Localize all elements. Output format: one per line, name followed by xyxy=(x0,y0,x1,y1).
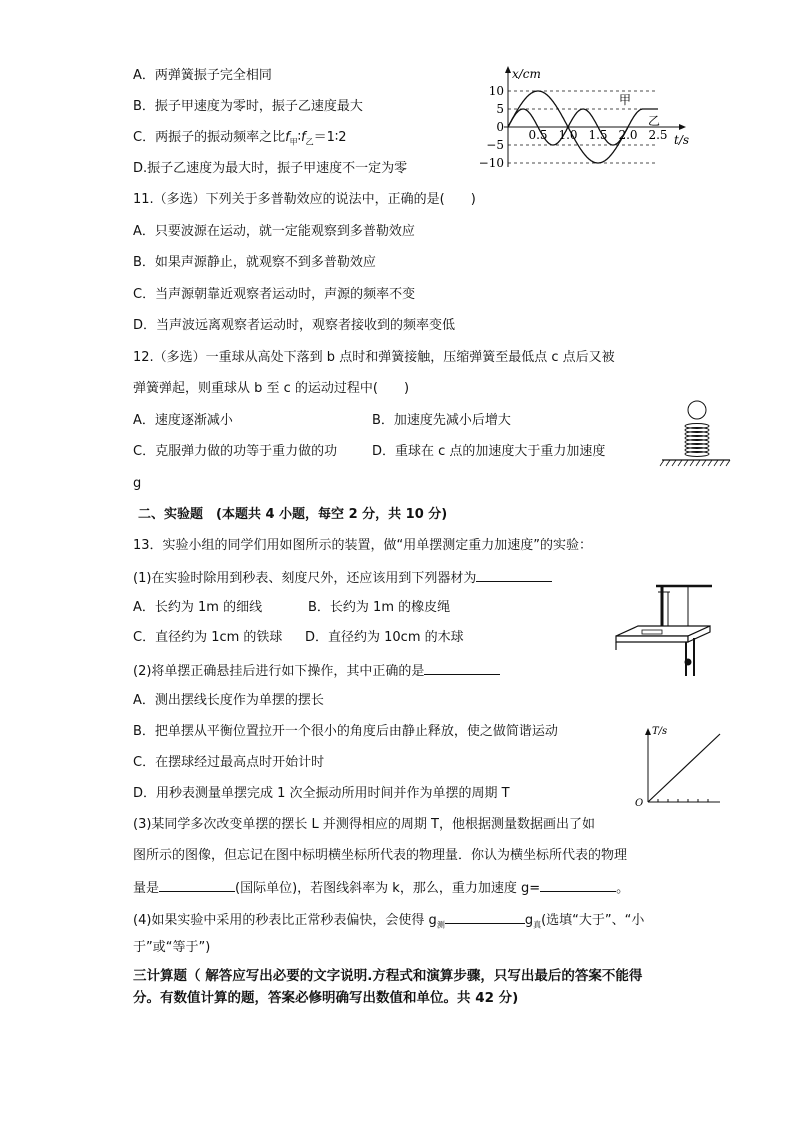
q10-option-c xyxy=(133,130,347,151)
q12-option-a: A．速度逐渐减小 xyxy=(133,413,233,428)
pendulum-apparatus-figure xyxy=(608,578,718,682)
graph2-y-arrow xyxy=(645,728,651,735)
graph1-ytick-0: 0 xyxy=(496,120,504,134)
q10-f-symbol-2: f xyxy=(301,130,306,145)
graph1-xtick-0-5: 0.5 xyxy=(528,128,548,142)
section2-heading: 二、实验题 (本题共 4 小题，每空 2 分，共 10 分) xyxy=(138,507,448,522)
q13-part4-text-c: (选填“大于”、“小 xyxy=(541,913,645,928)
q11-option-c: C．当声源朝靠近观察者运动时，声源的频率不变 xyxy=(133,287,416,302)
graph1-y-label: x/cm xyxy=(512,67,541,81)
q13-part4-answer-blank[interactable] xyxy=(445,911,525,924)
q13-part4-text-a: (4)如果实验中采用的秒表比正常秒表偏快，会使得 g xyxy=(133,913,437,928)
q10-option-a: A．两弹簧振子完全相同 xyxy=(133,68,272,83)
graph1-label-yi: 乙 xyxy=(648,114,661,128)
q13-part4-line1 xyxy=(133,911,644,934)
q13-part4-sub-true: 真 xyxy=(533,920,542,930)
graph1-label-jia: 甲 xyxy=(619,93,632,107)
q13-part1-option-b: B．长约为 1m 的橡皮绳 xyxy=(308,600,451,615)
q13-part2-option-b: B．把单摆从平衡位置拉开一个很小的角度后由静止释放，使之做简谐运动 xyxy=(133,724,558,739)
q13-part2-option-d: D．用秒表测量单摆完成 1 次全振动所用时间并作为单摆的周期 T xyxy=(133,786,510,801)
q13-part2-option-c: C．在摆球经过最高点时开始计时 xyxy=(133,755,325,770)
ball-icon xyxy=(688,401,706,419)
graph2-origin-label: O xyxy=(635,798,644,808)
graph1-y-arrow xyxy=(505,66,511,73)
q13-part2-answer-blank[interactable] xyxy=(424,662,500,675)
q10-option-d: D.振子乙速度为最大时，振子甲速度不一定为零 xyxy=(133,161,408,176)
graph1-ytick-neg10: −10 xyxy=(478,156,504,170)
graph1-xtick-1-5: 1.5 xyxy=(588,128,608,142)
q12-option-d-continued: g xyxy=(133,476,142,491)
q10-sub-yi: 乙 xyxy=(305,137,314,147)
graph1-xtick-2-0: 2.0 xyxy=(618,128,638,142)
q12-stem-line1: 12.（多选）一重球从高处下落到 b 点时和弹簧接触，压缩弹簧至最低点 c 点后又被 xyxy=(133,350,615,365)
q13-part4-text-g: g xyxy=(524,913,534,928)
q10-f-symbol: f xyxy=(285,130,290,145)
q11-stem: 11.（多选）下列关于多普勒效应的说法中，正确的是( ) xyxy=(133,192,476,207)
spring-icon xyxy=(685,424,709,457)
q10-option-c-text: C．两振子的振动频率之比 xyxy=(133,130,286,145)
q13-part4-sub-measured: 测 xyxy=(436,920,445,930)
q11-option-a: A．只要波源在运动，就一定能观察到多普勒效应 xyxy=(133,224,415,239)
graph2-y-label: T/s xyxy=(652,726,668,737)
graph1-x-label: t/s xyxy=(674,133,690,147)
graph1-ytick-10: 10 xyxy=(488,84,504,98)
q13-part3-line3 xyxy=(133,879,629,897)
q13-part4-line2: 于”或“等于”) xyxy=(133,940,211,955)
graph1-xtick-1-0: 1.0 xyxy=(558,128,578,142)
q12-option-d: D．重球在 c 点的加速度大于重力加速度 xyxy=(372,444,606,459)
spring-ball-figure xyxy=(658,398,734,470)
q13-part2 xyxy=(133,662,500,680)
q12-option-b: B．加速度先减小后增大 xyxy=(372,413,511,428)
graph1-xtick-2-5: 2.5 xyxy=(648,128,668,142)
q13-part2-option-a: A．测出摆线长度作为单摆的摆长 xyxy=(133,693,324,708)
oscillation-graph xyxy=(478,62,700,172)
section3-heading-line1: 三计算题（ 解答应写出必要的文字说明.方程式和演算步骤，只写出最后的答案不能得 xyxy=(133,968,643,984)
q13-part1-answer-blank[interactable] xyxy=(476,569,552,582)
q13-part3-quantity-blank[interactable] xyxy=(159,879,235,892)
graph1-ytick-neg5: −5 xyxy=(486,138,504,152)
q13-part3-text-c: 。 xyxy=(616,881,630,896)
q10-option-b: B．振子甲速度为零时，振子乙速度最大 xyxy=(133,99,363,114)
ground-hatching xyxy=(660,460,730,466)
q13-part1-option-d: D．直径约为 10cm 的木球 xyxy=(305,630,464,645)
q13-part1-option-a: A．长约为 1m 的细线 xyxy=(133,600,263,615)
q13-stem: 13．实验小组的同学们用如图所示的装置，做“用单摆测定重力加速度”的实验： xyxy=(133,538,593,553)
q12-option-c: C．克服弹力做的功等于重力做的功 xyxy=(133,444,338,459)
q13-part1-option-c: C．直径约为 1cm 的铁球 xyxy=(133,630,283,645)
q12-stem-line2: 弹簧弹起，则重球从 b 至 c 的运动过程中( ) xyxy=(133,381,410,396)
q10-ratio-value: ＝1∶2 xyxy=(313,130,347,145)
q11-option-b: B．如果声源静止，就观察不到多普勒效应 xyxy=(133,255,376,270)
graph1-x-arrow xyxy=(679,124,686,130)
q13-part1 xyxy=(133,569,552,587)
q13-part2-text: (2)将单摆正确悬挂后进行如下操作，其中正确的是 xyxy=(133,664,425,679)
q13-part3-line2: 图所示的图像，但忘记在图中标明横坐标所代表的物理量．你认为横坐标所代表的物理 xyxy=(133,848,628,863)
q13-part3-text-a: 量是 xyxy=(133,881,160,896)
q10-ratio-colon: ∶ xyxy=(297,130,302,145)
graph1-ytick-5: 5 xyxy=(496,102,504,116)
period-graph xyxy=(634,722,724,808)
section3-heading-line2: 分。有数值计算的题，答案必修明确写出数值和单位。共 42 分) xyxy=(133,990,519,1006)
q13-part1-text: (1)在实验时除用到秒表、刻度尺外，还应该用到下列器材为 xyxy=(133,571,477,586)
q10-sub-jia: 甲 xyxy=(289,137,298,147)
q13-part3-g-blank[interactable] xyxy=(540,879,616,892)
pendulum-stand-icon xyxy=(616,586,712,676)
q11-option-d: D．当声波远离观察者运动时，观察者接收到的频率变低 xyxy=(133,318,456,333)
q13-part3-line1: (3)某同学多次改变单摆的摆长 L 并测得相应的周期 T，他根据测量数据画出了如 xyxy=(133,817,595,832)
q13-part3-text-b: (国际单位)，若图线斜率为 k，那么，重力加速度 g= xyxy=(235,881,541,896)
graph2-line xyxy=(648,734,720,802)
